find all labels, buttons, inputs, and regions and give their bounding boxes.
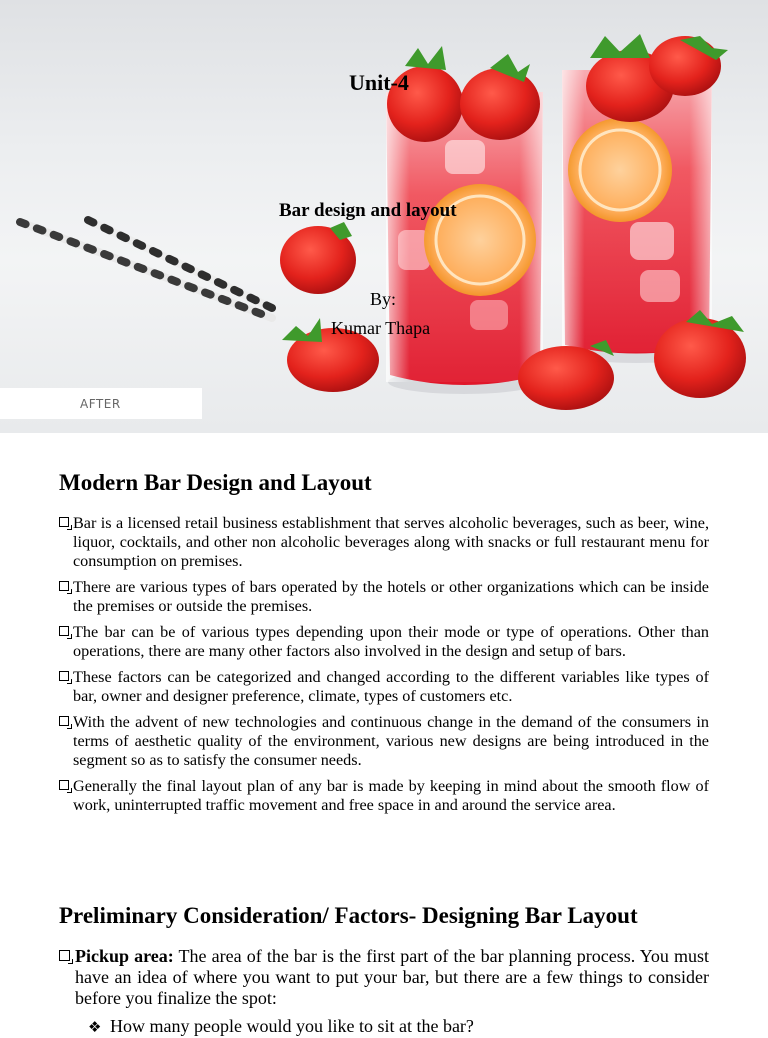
sub-list-item-text: How many people would you like to sit at the bar? bbox=[110, 1016, 474, 1036]
checkbox-bullet-icon bbox=[59, 626, 69, 636]
checkbox-bullet-icon bbox=[59, 581, 69, 591]
slide-subtitle: Bar design and layout bbox=[279, 200, 457, 221]
list-item bbox=[59, 713, 709, 770]
checkbox-bullet-icon bbox=[59, 780, 69, 790]
list-item-text: Generally the final layout plan of any bar is made by keeping in mind about the smooth flow of work, uninterrupted traffic movement and free space in and around the service area. bbox=[73, 777, 709, 814]
diamond-bullet-icon: ❖ bbox=[88, 1018, 102, 1036]
list-item bbox=[59, 514, 709, 571]
after-button[interactable]: AFTER bbox=[0, 388, 202, 419]
checkbox-bullet-icon bbox=[59, 716, 69, 726]
slide-unit-title: Unit-4 bbox=[349, 70, 409, 95]
list-item-text: With the advent of new technologies and continuous change in the demand of the consumers in terms of aesthetic quality of the environment, various new designs are being introduced in the segment so as to satisfy the consumer needs. bbox=[73, 713, 709, 769]
sub-list-item bbox=[59, 1016, 709, 1037]
list-item-text: Bar is a licensed retail business establishment that serves alcoholic beverages, such as beer, wine, liquor, cocktails, and other non alcoholic beverages along with snacks or full restaurant menu for consumption on premises. bbox=[73, 514, 709, 570]
bullet-list bbox=[59, 946, 709, 1009]
bullet-list bbox=[59, 514, 709, 815]
pickup-area-label: Pickup area: bbox=[75, 946, 174, 966]
list-item bbox=[59, 623, 709, 661]
list-item bbox=[59, 777, 709, 815]
checkbox-bullet-icon bbox=[59, 517, 69, 527]
section-modern-bar bbox=[59, 470, 709, 822]
checkbox-bullet-icon bbox=[59, 671, 69, 681]
list-item-text: The bar can be of various types depending upon their mode or type of operations. Other than operations, there are many other factors also involved in the design and setup of bars. bbox=[73, 623, 709, 660]
list-item-text: These factors can be categorized and changed according to the different variables like types of bar, owner and designer preference, climate, types of customers etc. bbox=[73, 668, 709, 705]
section-heading: Preliminary Consideration/ Factors- Designing Bar Layout bbox=[59, 903, 638, 928]
list-item bbox=[59, 578, 709, 616]
list-item-text: There are various types of bars operated by the hotels or other organizations which can be inside the premises or outside the premises. bbox=[73, 578, 709, 615]
section-heading: Modern Bar Design and Layout bbox=[59, 470, 372, 495]
list-item bbox=[59, 668, 709, 706]
slide-author: Kumar Thapa bbox=[331, 318, 431, 338]
checkbox-bullet-icon bbox=[59, 950, 70, 961]
title-slide bbox=[0, 0, 768, 433]
list-item bbox=[59, 946, 709, 1009]
pickup-area-text: The area of the bar is the first part of the bar planning process. You must have an idea of where you want to put your bar, but there are a few things to consider before you finalize the spot: bbox=[75, 946, 709, 1008]
section-preliminary bbox=[59, 903, 709, 1037]
slide-by-label: By: bbox=[370, 289, 397, 309]
